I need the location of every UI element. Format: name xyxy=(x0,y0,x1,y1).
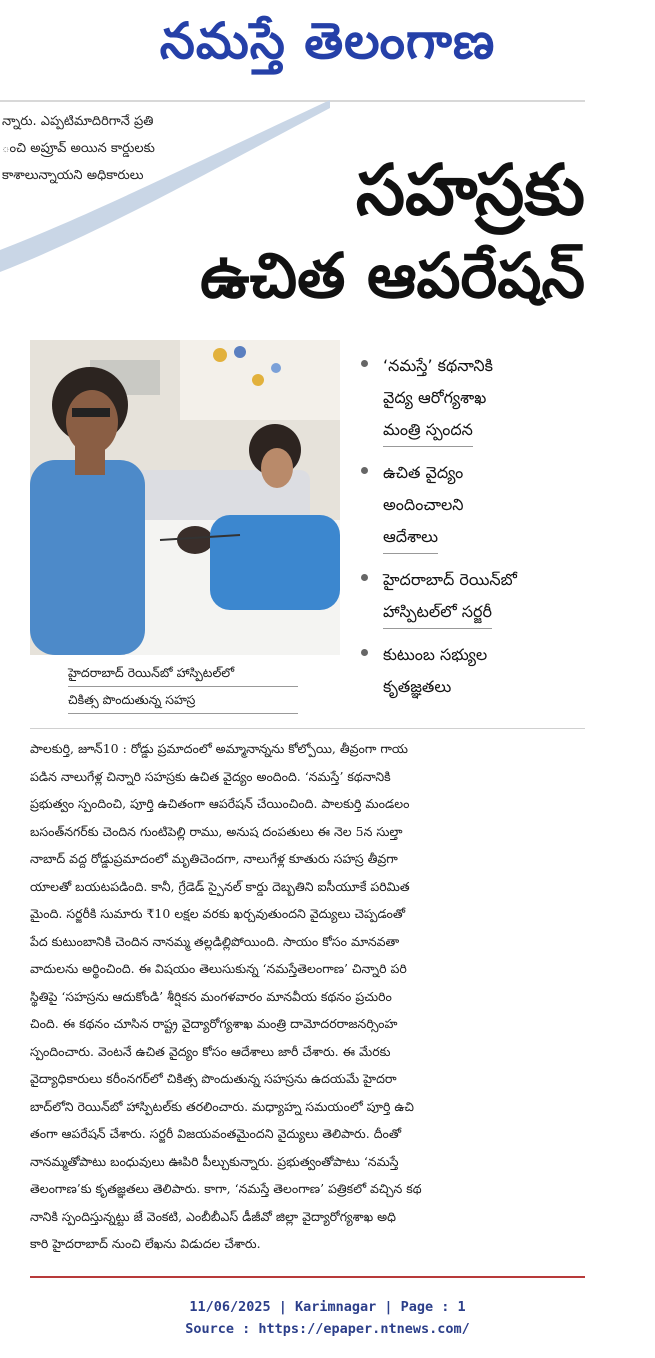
body-line: స్థితిపై ‘సహస్రను ఆదుకోండి’ శీర్షికన మంగళవారం మానవీయ కథనం ప్రచురిం xyxy=(30,988,392,1004)
footer xyxy=(0,1296,655,1340)
section-divider xyxy=(30,728,585,729)
body-line: యాలతో బయటపడింది. కానీ, గ్రేడెడ్ స్పైనల్ కార్డు దెబ్బతిని ఐసీయూకే పరిమిత xyxy=(30,878,410,894)
body-line: బసంత్‌నగర్‌కు చెందిన గుంటిపెల్లి రాము, అనుష దంపతులు ఈ నెల 5న సుల్తా xyxy=(30,823,403,839)
footer-divider xyxy=(30,1276,585,1278)
body-line: తెలంగాణ’కు కృతజ్ఞతలు తెలిపారు. కాగా, ‘నమస్తే తెలంగాణ’ పత్రికలో వచ్చిన కథ xyxy=(30,1181,422,1196)
article-body xyxy=(30,735,585,1258)
body-line: ప్రభుత్వం స్పందించి, పూర్తి ఉచితంగా ఆపరేషన్ చేయించింది. పాలకుర్తి మండలం xyxy=(30,796,410,811)
body-line: వాదులను అర్థించింది. ఈ విషయం తెలుసుకున్న ‘నమస్తేతెలంగాణ’ చిన్నారి పరి xyxy=(30,961,407,976)
headline xyxy=(200,148,585,318)
body-line: తంగా ఆపరేషన్ చేశారు. సర్జరీ విజయవంతమైందని వైద్యులు తెలిపారు. దీంతో xyxy=(30,1126,402,1141)
highlights-list xyxy=(355,350,595,713)
previous-article-line: కాశాలున్నాయని అధికారులు xyxy=(2,168,144,183)
previous-article-line: న్నారు. ఎప్పటిమాదిరిగానే ప్రతి xyxy=(2,114,154,129)
body-line: స్పందించారు. వెంటనే ఉచిత వైద్యం కోసం ఆదేశాలు జారీ చేశారు. ఈ మేరకు xyxy=(30,1043,391,1059)
bullet-icon xyxy=(361,467,368,474)
highlight-item xyxy=(355,350,595,447)
body-line: పడిన నాలుగేళ్ల చిన్నారి సహస్రకు ఉచిత వైద్యం అందింది. ‘నమస్తే’ కథనానికి xyxy=(30,768,391,784)
headline-line-1: సహస్రకు xyxy=(355,149,585,231)
bullet-icon xyxy=(361,360,368,367)
body-line: మైంది. సర్జరీకి సుమారు ₹10 లక్షల వరకు ఖర్చవుతుందని వైద్యులు చెప్పడంతో xyxy=(30,906,406,921)
highlight-line: హైదరాబాద్ రెయిన్‌బో xyxy=(383,570,517,589)
footer-date-edition: 11/06/2025 | Karimnagar | Page : 1 xyxy=(189,1299,466,1315)
body-line: చింది. ఈ కథనం చూసిన రాష్ట్ర వైద్యారోగ్యశాఖ మంత్రి దామోదరరాజనర్సింహ xyxy=(30,1016,398,1031)
body-line: వైద్యాధికారులు కరీంనగర్‌లో చికిత్స పొందుతున్న సహస్రను ఉదయమే హైదరా xyxy=(30,1071,397,1086)
headline-line-2: ఉచిత ఆపరేషన్ xyxy=(200,239,585,312)
hospital-photo-illustration xyxy=(30,340,340,655)
masthead-title: నమస్తే తెలంగాణ xyxy=(159,12,496,70)
bullet-icon xyxy=(361,649,368,656)
highlight-item xyxy=(355,639,595,703)
caption-line: హైదరాబాద్ రెయిన్‌బో హాస్పిటల్‌లో xyxy=(68,660,298,687)
article-photo xyxy=(30,340,340,655)
masthead xyxy=(0,0,655,86)
body-line: నానికి స్పందిస్తున్నట్టు జే వెంకటి, ఎంబీబీఎస్ డీజీవో జిల్లా వైద్యారోగ్యశాఖ అధి xyxy=(30,1208,396,1224)
highlight-line: కుటుంబ సభ్యుల xyxy=(383,645,488,664)
bullet-icon xyxy=(361,574,368,581)
body-line: కారి హైదరాబాద్ నుంచి లేఖను విడుదల చేశారు. xyxy=(30,1236,261,1251)
body-line: నాబాద్ వద్ద రోడ్డుప్రమాదంలో మృతిచెందగా, నాలుగేళ్ల కూతురు సహస్ర తీవ్రగా xyxy=(30,851,398,866)
body-line: పాలకుర్తి, జూన్10 : రోడ్డు ప్రమాదంలో అమ్మానాన్నను కోల్పోయి, తీవ్రంగా గాయ xyxy=(30,741,408,756)
highlight-line: ఉచిత వైద్యం xyxy=(383,463,464,482)
body-line: బాద్‌లోని రెయిన్‌బో హాస్పిటల్‌కు తరలించారు. మధ్యాహ్న సమయంలో పూర్తి ఉచి xyxy=(30,1098,414,1114)
caption-line: చికిత్స పొందుతున్న సహస్ర xyxy=(68,687,298,714)
highlight-line: మంత్రి స్పందన xyxy=(383,414,473,447)
footer-source-link[interactable]: Source : https://epaper.ntnews.com/ xyxy=(185,1321,470,1337)
highlight-line: వైద్య ఆరోగ్యశాఖ xyxy=(383,388,487,407)
highlight-line: కృతజ్ఞతలు xyxy=(383,677,452,696)
highlight-line: హాస్పిటల్‌లో సర్జరీ xyxy=(383,596,492,629)
highlight-line: ‘నమస్తే’ కథనానికి xyxy=(383,356,494,375)
photo-caption xyxy=(68,660,298,714)
body-line: నానమ్మతోపాటు బంధువులు ఊపిరి పీల్చుకున్నారు. ప్రభుత్వంతోపాటు ‘నమస్తే xyxy=(30,1153,399,1169)
previous-article-line: ంచి అప్రూవ్ అయిన కార్డులకు xyxy=(2,141,155,156)
highlight-line: ఆదేశాలు xyxy=(383,521,438,554)
highlight-item xyxy=(355,457,595,554)
highlight-item xyxy=(355,564,595,629)
body-line: పేద కుటుంబానికి చెందిన నానమ్మ తల్లడిల్లిపోయింది. సాయం కోసం మానవతా xyxy=(30,933,400,949)
highlight-line: అందించాలని xyxy=(383,495,464,514)
